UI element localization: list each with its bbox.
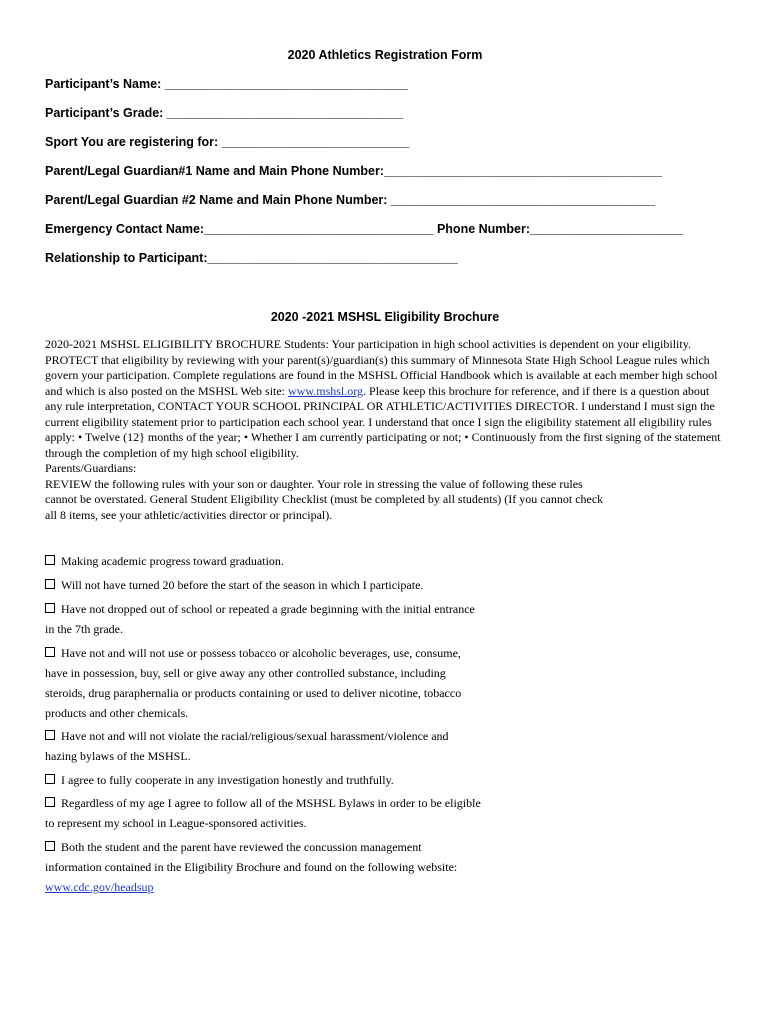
- checklist-text: Will not have turned 20 before the start of the season in which I participate.: [61, 578, 424, 592]
- cdc-headsup-link[interactable]: www.cdc.gov/headsup: [45, 880, 154, 894]
- web-text-after: . Please keep this brochure for reference, and if there is a question about any rule interpretation, CONTACT YOUR SCHOOL PRINCIPAL OR ATHLETIC/ACTIVITIES DIRECTOR. I understand I must sign the current eligibility statement prior to participation each school year. I understand that once I sign the eligibility statement all eligibility rules: [45, 383, 715, 429]
- checklist-item: [45, 575, 565, 595]
- intro-paragraph: 2020-2021 MSHSL ELIGIBILITY BROCHURE Students: Your participation in high school activities is dependent on your eligibility. PROTECT that eligibility by reviewing with your parent(s)/guardian(s) this summary of Minnesota State High School League rules which govern your participation. Complete regulations are found in the MSHSL Official Handbook which is available at each member high school: [45, 337, 718, 382]
- intro-paragraph-web: [45, 384, 725, 431]
- checklist-text: have in possession, buy, sell or give away any other controlled substance, including: [45, 666, 446, 680]
- checklist-item: [45, 551, 565, 571]
- relationship-field[interactable]: Relationship to Participant:____________________________________: [45, 251, 458, 265]
- web-text-before: and which is also posted on the MSHSL Web site:: [45, 383, 289, 398]
- guardian-1-field[interactable]: Parent/Legal Guardian#1 Name and Main Phone Number:________________________________________: [45, 164, 663, 178]
- checkbox[interactable]: [45, 579, 55, 589]
- checklist-text: Making academic progress toward graduation.: [61, 554, 284, 568]
- brochure-title: 2020 -2021 MSHSL Eligibility Brochure: [270, 310, 500, 324]
- checklist-text: Have not and will not use or possess tobacco or alcoholic beverages, use, consume,: [61, 646, 461, 660]
- checklist-text: information contained in the Eligibility Brochure and found on the following website:: [45, 860, 458, 874]
- form-title: 2020 Athletics Registration Form: [287, 48, 483, 62]
- checklist-item: [45, 599, 565, 639]
- checklist-item: [45, 837, 565, 897]
- checklist-item: [45, 770, 565, 790]
- checklist-text: I agree to fully cooperate in any investigation honestly and truthfully.: [61, 773, 394, 787]
- checklist-text: products and other chemicals.: [45, 706, 189, 720]
- checkbox[interactable]: [45, 774, 55, 784]
- checkbox[interactable]: [45, 555, 55, 565]
- brochure-intro: [45, 337, 725, 523]
- checklist-text: Have not and will not violate the racial/religious/sexual harassment/violence and: [61, 729, 449, 743]
- emergency-contact-field[interactable]: Emergency Contact Name:_________________________________ Phone Number:______________________: [45, 222, 683, 236]
- checklist-text: in the 7th grade.: [45, 622, 123, 636]
- checklist-text: to represent my school in League-sponsored activities.: [45, 816, 307, 830]
- checklist-text: Have not dropped out of school or repeated a grade beginning with the initial entrance: [61, 602, 475, 616]
- checklist-text: Both the student and the parent have reviewed the concussion management: [61, 840, 422, 854]
- apply-paragraph: apply: • Twelve (12} months of the year; • Whether I am currently participating or not; • Continuously from the first signing of the statement through the completion of my high school eligibility.: [45, 430, 721, 460]
- checklist-item: [45, 643, 565, 723]
- participant-name-field[interactable]: Participant’s Name: ___________________________________: [45, 77, 409, 91]
- checklist-text: steroids, drug paraphernalia or products containing or used to deliver nicotine, tobacco: [45, 686, 462, 700]
- parents-heading: Parents/Guardians:: [45, 461, 137, 475]
- participant-grade-field[interactable]: Participant’s Grade: __________________________________: [45, 106, 404, 120]
- guardian-2-field[interactable]: Parent/Legal Guardian #2 Name and Main Phone Number: ______________________________________: [45, 193, 656, 207]
- checkbox[interactable]: [45, 603, 55, 613]
- checklist-item: [45, 793, 565, 833]
- checkbox[interactable]: [45, 797, 55, 807]
- checklist-item: [45, 726, 565, 766]
- checkbox[interactable]: [45, 841, 55, 851]
- checklist-text: hazing bylaws of the MSHSL.: [45, 749, 191, 763]
- review-paragraph: REVIEW the following rules with your son or daughter. Your role in stressing the value of following these rules cannot be overstated. General Student Eligibility Checklist (must be completed by all students) (If you cannot check all 8 items, see your athletic/activities director or principal).: [45, 476, 604, 522]
- mshsl-link[interactable]: www.mshsl.org: [288, 383, 364, 398]
- sport-field[interactable]: Sport You are registering for: ___________________________: [45, 135, 410, 149]
- checkbox[interactable]: [45, 647, 55, 657]
- checklist-text: Regardless of my age I agree to follow all of the MSHSL Bylaws in order to be eligible: [61, 796, 481, 810]
- checkbox[interactable]: [45, 730, 55, 740]
